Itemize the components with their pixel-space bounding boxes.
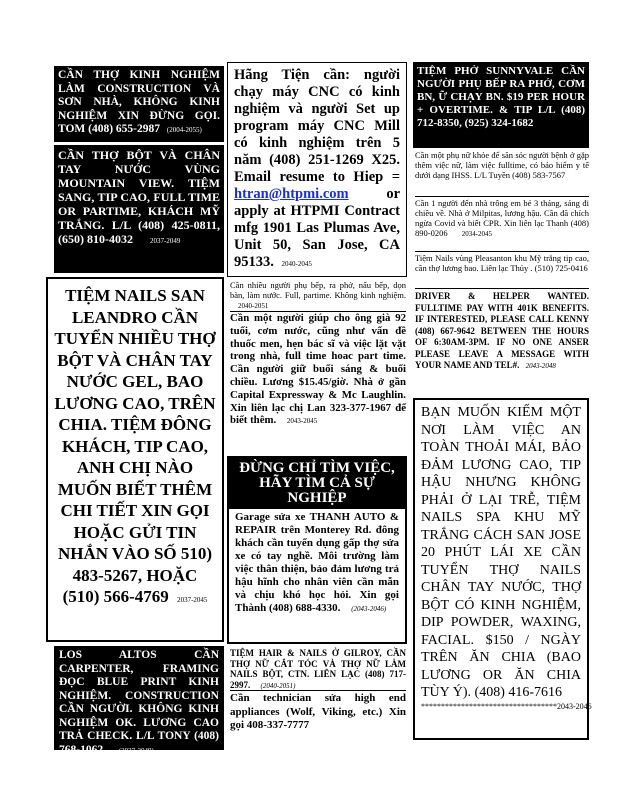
divider [415, 288, 589, 289]
ad-text: Cần technician sửa high end appliances (Wolf, Viking, etc.) Xin gọi 408-337-7777 [230, 692, 406, 731]
ad-code: 2043-2048 [525, 362, 556, 370]
ad-code: (2037-2049) [118, 746, 154, 755]
ad-text: CẦN THỢ KINH NGHIỆM LÀM CONSTRUCTION VÀ SƠN NHÀ, KHÔNG KINH NGHIỆM XIN ĐỪNG GỌI. TOM (408) 655-2987 [58, 69, 220, 135]
ad-pho-sunnyvale [413, 62, 589, 148]
ad-los-altos-carpenter [54, 646, 224, 756]
ad-text: Garage sửa xe THANH AUTO & REPAIR trên Monterey Rd. đông khách cần tuyển dụng gấp thợ sửa xe có tay nghề. Môi trường làm việc thân thiện, bảo đảm lương trả hậu hĩnh cho nhân viên cần mẫn và chịu khó học hỏi. Xin gọi Thành (408) 688-4330. [235, 511, 399, 614]
ad-text: Tiệm Nails vùng Pleasanton khu Mỹ trắng tip cao, cần thợ lương bao. Liên lạc Thủy . (510) 725-0416 [415, 253, 589, 273]
ad-nails-pleasanton [415, 253, 589, 287]
ad-banner: ĐỪNG CHỈ TÌM VIỆC, HÃY TÌM CẢ SỰ NGHIỆP [229, 458, 405, 509]
ad-code: 2040-2051 [238, 302, 269, 310]
ad-nails-mountain-view [54, 145, 224, 273]
divider [230, 690, 406, 691]
ad-appliance-technician [230, 692, 406, 740]
ad-code: 2040-2045 [281, 260, 312, 268]
ad-text: Cần một người giúp cho ông già 92 tuổi, cơm nước, cũng như vấn đề thuốc men, hẹn bác sĩ và việc lặt vặt trong nhà, full time hoac part time. Cần người giữ buổi sáng & buổi chiều. Lương $15.45/giờ. Nhà ở gần Capital Expressway & Mc Laughlin. Xin liên lạc chị Lan 323-377-1967 để biết thêm. [230, 312, 406, 427]
ad-text: Cần một phụ nữ khỏe để săn sóc người bệnh ở gặp thêm việc nữ, làm việc fulltime, có bảo hiểm y tế dưới dạng IHSS. L/L Tuyền (408) 583-7567 [415, 150, 589, 180]
ad-code: 2037-2045 [177, 596, 208, 604]
ad-code: 2043-2046 [557, 701, 592, 711]
ad-text: CẦN THỢ BỘT VÀ CHÂN TAY NƯỚC VÙNG MOUNTAIN VIEW. TIỆM SANG, TIP CAO, FULL TIME OR PARTIME, KHÁCH MỸ TRẮNG. L/L (408) 425-0811, (650) 810-4032 [58, 148, 220, 246]
ad-text: TIỆM PHỞ SUNNYVALE CẦN NGƯỜI PHỤ BẾP RA PHỞ, CƠM BN, Ữ CHẠY BN. $19 PER HOUR + OVERTIME. & TIP L/L (408) 712-8350, (925) 324-1682 [417, 65, 585, 129]
ad-kitchen-helper [230, 280, 406, 312]
ad-driver-helper [415, 291, 589, 395]
ad-code: (2043-2046) [351, 605, 387, 613]
ad-text: DRIVER & HELPER WANTED. FULLTIME PAY WITH 401K BENEFITS. IF INTERESTED, PLEASE CALL KENNY (408) 667-9642 BETWEEN THE HOURS OF 6:30AM-3PM. IF NO ONE ANSER PLEASE LEAVE A MESSAGE WITH YOUR NAME AND TEL#. [415, 291, 589, 370]
divider [415, 196, 589, 197]
ad-text-after: or apply at HTPMI Contract mfg 1901 Las Plumas Ave, Unit 50, San Jose, CA 95133. [234, 186, 400, 270]
ad-text-before: Hãng Tiện cần: người chạy máy CNC có kinh nghiệm và người Set up program máy CNC Mill có kinh nghiệm trên 5 năm (408) 251-1269 X25. Email resume to Hiep = [234, 67, 400, 185]
email-link[interactable]: htran@htpmi.com [234, 186, 349, 202]
ad-code: 2043-2045 [286, 417, 318, 426]
ad-babysitter [415, 198, 589, 250]
ad-stars: ********************************** [421, 701, 557, 711]
ad-code: 2034-2045 [461, 230, 493, 238]
ad-code: (2040-2051) [260, 681, 296, 690]
ad-nails-san-leandro [46, 277, 224, 642]
divider [415, 251, 589, 252]
ad-code: (2004-2055) [166, 126, 202, 134]
ad-text: Cần 1 người đến nhà trông em bé 3 tháng, sáng đi chiều về. Nhà ở Milpitas, lương hậu. Cần đã chích ngừa Covid và biết CPR. Xin liên lạc Thanh (408) 890-0206 [415, 198, 589, 238]
ad-elder-care [230, 312, 406, 454]
ad-code: 2037-2049 [150, 237, 181, 245]
ad-text: LOS ALTOS CẦN CARPENTER, FRAMING ĐỌC BLUE PRINT KINH NGHIỆM. CONSTRUCTION CẦN NGƯỜI. KHÔNG KINH NGHIỆM OK. LƯƠNG CAO TRẢ CHECK. L/L TONY (408) 768-1062. [59, 649, 219, 756]
ad-text: Cần nhiều người phụ bếp, ra phở, nấu bếp, dọn bàn, làm nước. Full, partime. Không kinh nghiệm. [230, 280, 406, 300]
ad-garage-repair [227, 456, 407, 644]
ad-gilroy-hair-nails [230, 648, 406, 688]
ad-caregiver [415, 150, 589, 194]
ad-nails-spa [413, 398, 592, 740]
ad-cnc-machinist [227, 62, 407, 277]
ad-paint-construction [54, 66, 224, 142]
ad-text: TIỆM HAIR & NAILS Ở GILROY, CẦN THỢ NỮ CẮT TÓC VÀ THỢ NỮ LÀM NAILS BỘT, CTN. LIÊN LẠC (408) 717-2997. [230, 648, 406, 690]
ad-text: TIỆM NAILS SAN LEANDRO CẦN TUYỂN NHIỀU THỢ BỘT VÀ CHÂN TAY NƯỚC GEL, BAO LƯƠNG CAO, TRÊN CHIA. TIỆM ĐÔNG KHÁCH, TIP CAO, ANH CHỊ NÀO MUỐN BIẾT THÊM CHI TIẾT XIN GỌI HOẶC GỬI TIN NHẮN VÀO SỐ 510) 483-5267, HOẶC (510) 566-4769 [54, 286, 216, 606]
ad-text: BẠN MUỐN KIẾM MỘT NƠI LÀM VIỆC AN TOÀN THOẢI MÁI, BẢO ĐẢM LƯƠNG CAO, TIP HẬU NHƯNG KHÔNG PHẢI Ở LẠI TRỄ, TIỆM NAILS SPA KHU MỸ TRẮNG CÁCH SAN JOSE 20 PHÚT LÁI XE CẦN TUYỂN THỢ NAILS CHÂN TAY NƯỚC, THỢ BỘT CÓ KINH NGHIỆM, DIP POWDER, WAXING, FACIAL. $150 / NGÀY TRÊN ĂN CHIA (BAO LƯƠNG OR ĂN CHIA TÙY Ý). (408) 416-7616 [421, 405, 581, 700]
